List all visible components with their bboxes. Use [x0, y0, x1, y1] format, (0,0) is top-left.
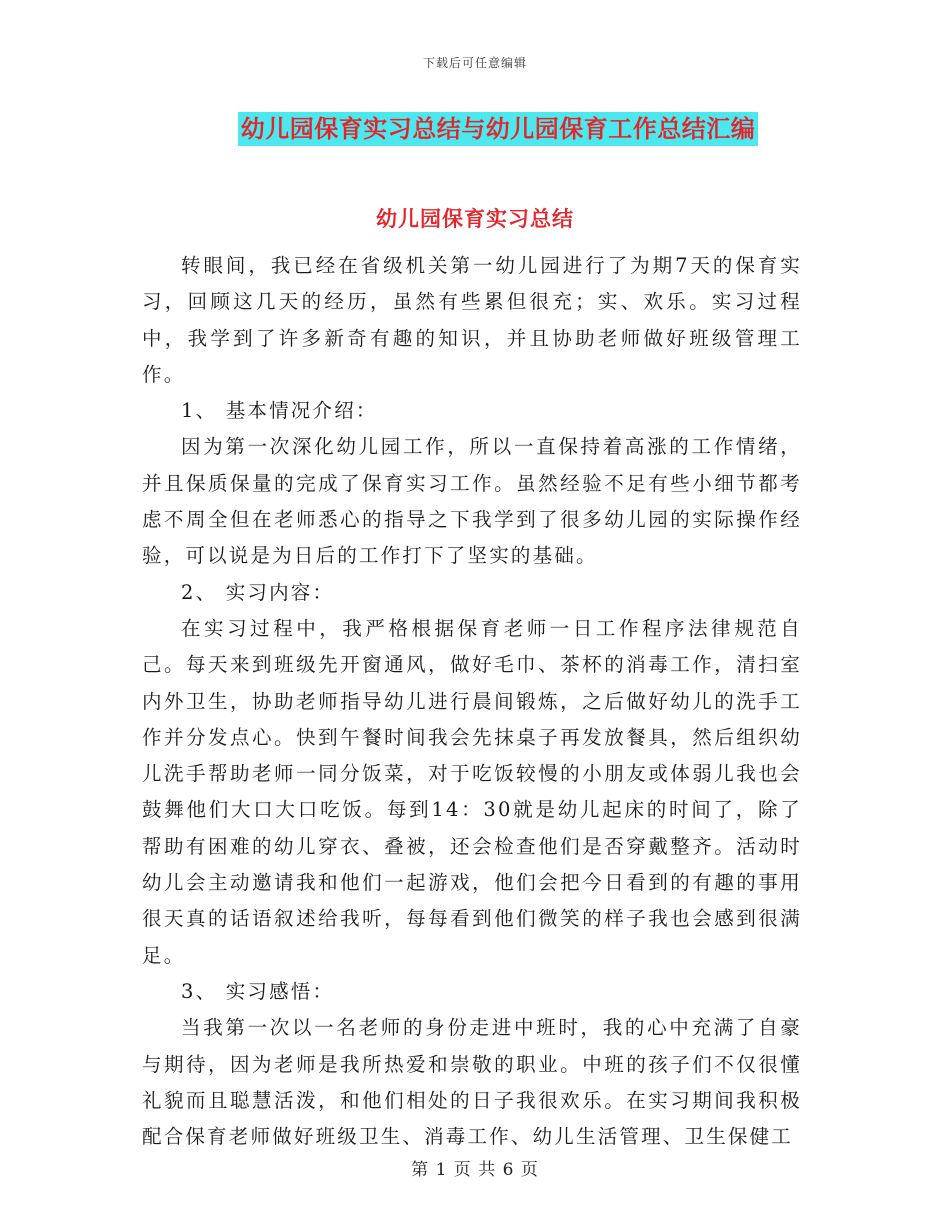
header-note: 下载后可任意编辑	[422, 56, 527, 70]
document-title: 幼儿园保育实习总结与幼儿园保育工作总结汇编	[238, 112, 759, 146]
paragraph-basic-info: 因为第一次深化幼儿园工作，所以一直保持着高涨的工作情绪，并且保质保量的完成了保育实习工作。虽然经验不足有些小细节都考虑不周全但在老师悉心的指导之下我学到了很多幼儿园的实际操作经验，可以说是为日后的工作打下了坚实的基础。	[142, 435, 802, 568]
page-number: 第 1 页 共 6 页	[411, 1160, 539, 1180]
paragraph-internship-reflection: 当我第一次以一名老师的身份走进中班时，我的心中充满了自豪与期待，因为老师是我所热爱和崇敬的职业。中班的孩子们不仅很懂礼貌而且聪慧活泼，和他们相处的日子我很欢乐。在实习期间我积极配合保育老师做好班级卫生、消毒工作、幼儿生活管理、卫生保健工	[142, 1016, 802, 1149]
paragraph-internship-content: 在实习过程中，我严格根据保育老师一日工作程序法律规范自己。每天来到班级先开窗通风，做好毛巾、茶杯的消毒工作，清扫室内外卫生，协助老师指导幼儿进行晨间锻炼，之后做好幼儿的洗手工作并分发点心。快到午餐时间我会先抹桌子再发放餐具，然后组织幼儿洗手帮助老师一同分饭菜，对于吃饭较慢的小朋友或体弱儿我也会鼓舞他们大口大口吃饭。每到14：30就是幼儿起床的时间了，除了帮助有困难的幼儿穿衣、叠被，还会检查他们是否穿戴整齐。活动时幼儿会主动邀请我和他们一起游戏，他们会把今日看到的有趣的事用很天真的话语叙述给我听，每每看到他们微笑的样子我也会感到很满足。	[142, 616, 802, 967]
document-body	[142, 248, 802, 1155]
section-title: 幼儿园保育实习总结	[376, 206, 574, 231]
heading-basic-info: 1、 基本情况介绍：	[181, 399, 378, 423]
document-title-container	[0, 112, 950, 146]
heading-internship-content: 2、 实习内容：	[181, 580, 335, 604]
heading-internship-reflection: 3、 实习感悟：	[181, 979, 335, 1003]
paragraph-intro: 转眼间，我已经在省级机关第一幼儿园进行了为期7天的保育实习，回顾这几天的经历，虽然有些累但很充；实、欢乐。实习过程中，我学到了许多新奇有趣的知识，并且协助老师做好班级管理工作。	[142, 254, 802, 386]
